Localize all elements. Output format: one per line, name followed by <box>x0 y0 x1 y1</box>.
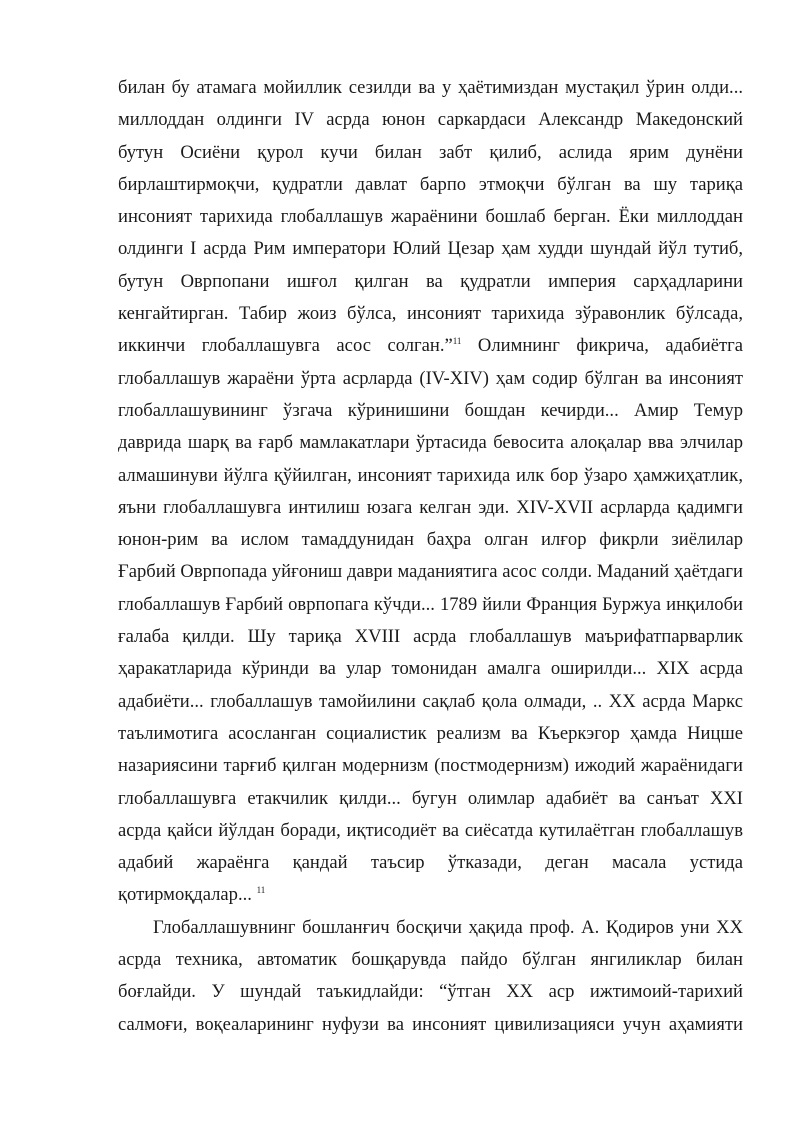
text-line: олдинги I асрда Рим императори Юлий Цезар ҳам худди шундай йўл тутиб, <box>118 238 743 260</box>
text-segment: Олимнинг фикрича, адабиётга <box>461 335 743 357</box>
text-line: миллоддан олдинги IV асрда юнон саркардаси Александр Македонский <box>118 109 743 131</box>
text-line: адабий жараёнга қандай таъсир ўтказади, деган масала устида <box>118 852 743 874</box>
text-line: назариясини тарғиб қилган модернизм (постмодернизм) ижодий жараёнидаги <box>118 755 743 777</box>
text-line: адабиёти... глобаллашув тамойилини сақлаб қола олмади, .. XX асрда Маркс <box>118 690 743 712</box>
text-line: даврида шарқ ва ғарб мамлакатлари ўртасида бевосита алоқалар вва элчилар <box>118 432 743 454</box>
text-line: таълимотига асосланган социалистик реализм ва Къеркэгор ҳамда Ницше <box>118 722 743 744</box>
text-line: юнон-рим ва ислом тамаддунидан баҳра олган илғор фикрли зиёлилар <box>118 529 743 551</box>
text-line: боғлайди. У шундай таъкидлайди: “ўтган XX аср ижтимоий-тарихий <box>118 981 743 1003</box>
text-line-with-footnote <box>118 879 743 911</box>
paragraph-1 <box>118 72 743 912</box>
text-line: Ғарбий Оврпопада уйғониш даври маданиятига асос солди. Маданий ҳаётдаги <box>118 561 743 583</box>
text-segment: қотирмоқдалар... <box>118 884 257 906</box>
text-line: алмашинуви йўлга қўйилган, инсоният тарихида илк бор ўзаро ҳамжиҳатлик, <box>118 464 743 486</box>
text-line: асрда техника, автоматик бошқарувда пайдо бўлган янгиликлар билан <box>118 949 743 971</box>
text-line: кенгайтирган. Табир жоиз бўлса, инсоният тарихида зўравонлик бўлсада, <box>118 303 743 325</box>
text-line: глобаллашувининг ўзгача кўринишини бошдан кечирди... Амир Темур <box>118 399 743 421</box>
text-line: инсоният тарихида глобаллашув жараёнини бошлаб берган. Ёки миллоддан <box>118 206 743 228</box>
text-line: билан бу атамага мойиллик сезилди ва у ҳаётимиздан мустақил ўрин олди... <box>118 77 743 98</box>
text-line: глобаллашувга етакчилик қилди... бугун олимлар адабиёт ва санъат XXI <box>118 787 743 809</box>
text-line: Глобаллашувнинг бошланғич босқичи ҳақида проф. А. Қодиров уни XX <box>153 916 743 938</box>
footnote-reference[interactable]: 11 <box>452 336 462 347</box>
text-line: бирлаштирмоқчи, қудратли давлат барпо этмоқчи бўлган ва шу тариқа <box>118 173 743 195</box>
text-line: глобаллашув Ғарбий оврпопага кўчди... 1789 йили Франция Буржуа инқилоби <box>118 593 743 615</box>
text-line: ғалаба қилди. Шу тариқа XVIII асрда глобаллашув маърифатпарварлик <box>118 626 743 648</box>
text-line: бутун Оврпопани ишғол қилган ва қудратли империя сарҳадларини <box>118 270 743 292</box>
text-line-with-footnote <box>118 330 743 362</box>
document-body <box>118 72 743 1041</box>
text-line: бутун Осиёни қурол кучи билан забт қилиб, аслида ярим дунёни <box>118 141 743 163</box>
paragraph-2 <box>118 912 743 1041</box>
text-segment: иккинчи глобаллашувга асос солган.” <box>118 335 453 357</box>
text-line: яъни глобаллашувга интилиш юзага келган эди. XIV-XVII асрларда қадимги <box>118 496 743 518</box>
text-line: глобаллашув жараёни ўрта асрларда (IV-XIV) ҳам содир бўлган ва инсоният <box>118 367 743 389</box>
text-line: салмоғи, воқеаларининг нуфузи ва инсоният цивилизацияси учун аҳамияти <box>118 1013 743 1035</box>
text-line: ҳаракатларида кўринди ва улар томонидан амалга оширилди... XIX асрда <box>118 658 743 680</box>
footnote-reference[interactable]: 11 <box>256 885 266 896</box>
text-line: асрда қайси йўлдан боради, иқтисодиёт ва сиёсатда кутилаётган глобаллашув <box>118 819 743 841</box>
